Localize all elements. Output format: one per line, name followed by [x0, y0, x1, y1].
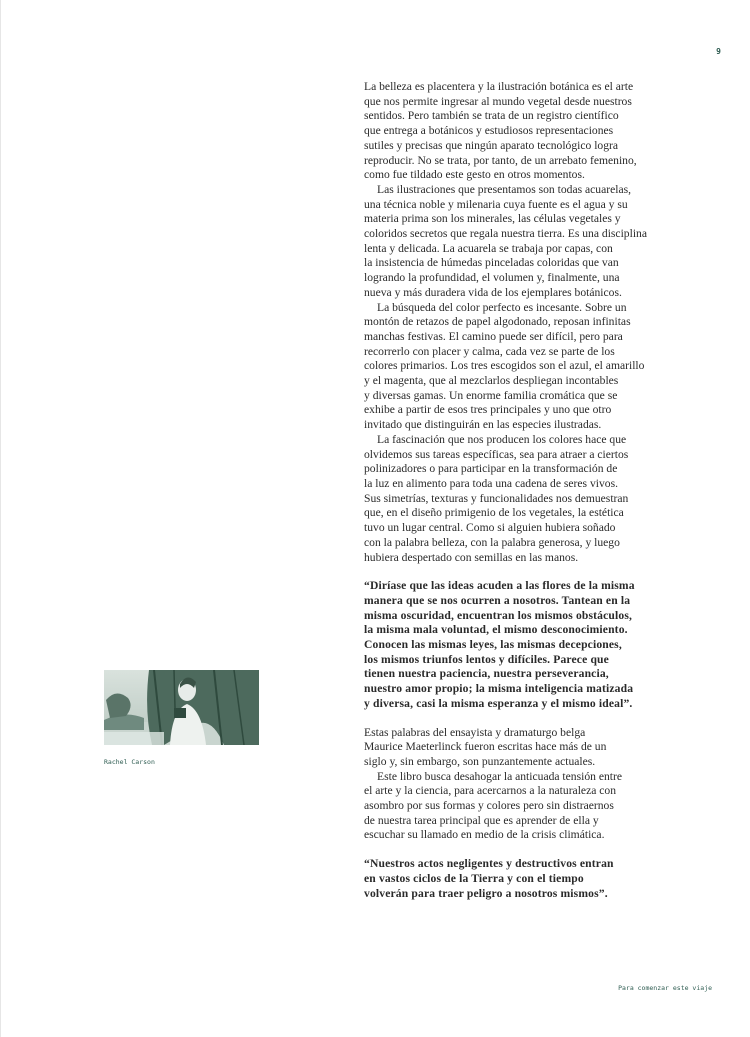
- paragraph-5: [364, 726, 674, 770]
- text-line: materia prima son los minerales, las células vegetales y: [364, 212, 621, 226]
- text-line: como fue tildado este gesto en otros momentos.: [364, 168, 585, 182]
- text-line: lenta y delicada. La acuarela se trabaja por capas, con: [364, 241, 613, 255]
- text-line: Este libro busca desahogar la anticuada tensión entre: [377, 769, 622, 783]
- text-line: y el magenta, que al mezclarlos despliegan incontables: [364, 374, 619, 388]
- paragraph-4: [364, 433, 674, 565]
- quote-line: los mismos triunfos lentos y difíciles. Parece que: [364, 652, 609, 666]
- text-line: montón de retazos de papel algodonado, reposan infinitas: [364, 315, 631, 329]
- text-line: La búsqueda del color perfecto es incesante. Sobre un: [377, 300, 627, 314]
- text-line: una técnica noble y milenaria cuya fuente es el agua y su: [364, 197, 628, 211]
- text-line: asombro por sus formas y colores pero sin distraernos: [364, 799, 614, 813]
- text-line: recorrerlo con placer y calma, cada vez se parte de los: [364, 344, 615, 358]
- portrait-photo-icon: [104, 670, 259, 745]
- text-line: hubiera despertado con semillas en las manos.: [364, 550, 579, 564]
- text-line: que entrega a botánicos y estudiosos representaciones: [364, 124, 614, 138]
- paragraph-1: [364, 80, 674, 183]
- text-line: con la palabra belleza, con la palabra generosa, y luego: [364, 535, 620, 549]
- quote-line: volverán para traer peligro a nosotros mismos”.: [364, 886, 608, 900]
- text-line: exhibe a partir de esos tres principales y uno que otro: [364, 403, 612, 417]
- running-footer: Para comenzar este viaje: [618, 984, 712, 992]
- text-line: reproducir. No se trata, por tanto, de un arrebato femenino,: [364, 153, 637, 167]
- paragraph-2: [364, 183, 674, 301]
- text-line: que nos permite ingresar al mundo vegetal desde nuestros: [364, 94, 632, 108]
- text-line: escuchar su llamado en medio de la crisis climática.: [364, 828, 605, 842]
- text-line: tuvo un lugar central. Como si alguien hubiera soñado: [364, 521, 616, 535]
- text-line: Las ilustraciones que presentamos son todas acuarelas,: [377, 182, 632, 196]
- text-line: manchas festivas. El camino puede ser difícil, pero para: [364, 329, 623, 343]
- text-line: de nuestra tarea principal que es aprender de ella y: [364, 813, 599, 827]
- main-text-column: [364, 80, 674, 901]
- quote-line: nuestro amor propio; la misma inteligencia matizada: [364, 682, 634, 696]
- page-number: 9: [716, 47, 721, 56]
- text-line: nueva y más duradera vida de los ejemplares botánicos.: [364, 285, 622, 299]
- text-line: y diversas gamas. Un enorme familia cromática que se: [364, 388, 618, 402]
- carson-quote: [364, 857, 674, 901]
- text-line: la luz en alimento para toda una cadena de seres vivos.: [364, 476, 618, 490]
- text-line: que, en el diseño primigenio de los vegetales, la estética: [364, 506, 624, 520]
- maeterlinck-quote: [364, 579, 674, 711]
- text-line: logrando la profundidad, el volumen y, finalmente, una: [364, 271, 620, 285]
- quote-line: misma oscuridad, encuentran los mismos obstáculos,: [364, 608, 633, 622]
- photo-caption: Rachel Carson: [104, 758, 155, 766]
- quote-line: “Diríase que las ideas acuden a las flores de la misma: [364, 579, 635, 593]
- text-line: polinizadores o para participar en la transformación de: [364, 462, 618, 476]
- quote-line: “Nuestros actos negligentes y destructivos entran: [364, 857, 614, 871]
- quote-line: manera que se nos ocurren a nosotros. Tantean en la: [364, 593, 631, 607]
- text-line: invitado que distinguirán en las especies ilustradas.: [364, 418, 602, 432]
- rachel-carson-photo: [104, 670, 259, 745]
- text-line: siglo y, sin embargo, son punzantemente actuales.: [364, 754, 596, 768]
- quote-line: tienen nuestra paciencia, nuestra perseverancia,: [364, 667, 609, 681]
- quote-line: y diversa, casi la misma esperanza y el mismo ideal”.: [364, 696, 633, 710]
- text-line: colores primarios. Los tres escogidos son el azul, el amarillo: [364, 359, 645, 373]
- text-line: el arte y la ciencia, para acercarnos a la naturaleza con: [364, 784, 616, 798]
- text-line: La fascinación que nos producen los colores hace que: [377, 432, 627, 446]
- paragraph-3: [364, 301, 674, 433]
- text-line: la insistencia de húmedas pinceladas coloridas que van: [364, 256, 619, 270]
- text-line: Sus simetrías, texturas y funcionalidades nos demuestran: [364, 491, 629, 505]
- text-line: La belleza es placentera y la ilustración botánica es el arte: [364, 80, 634, 93]
- text-line: sentidos. Pero también se trata de un registro científico: [364, 109, 619, 123]
- text-line: coloridos secretos que regala nuestra tierra. Es una disciplina: [364, 227, 647, 241]
- text-line: sutiles y precisas que ningún aparato tecnológico logra: [364, 138, 619, 152]
- quote-line: en vastos ciclos de la Tierra y con el tiempo: [364, 871, 584, 885]
- text-line: Estas palabras del ensayista y dramaturgo belga: [364, 725, 586, 739]
- paragraph-6: [364, 770, 674, 844]
- quote-line: Conocen las mismas leyes, las mismas decepciones,: [364, 638, 622, 652]
- text-line: Maurice Maeterlinck fueron escritas hace más de un: [364, 740, 607, 754]
- quote-line: la misma mala voluntad, el mismo desconocimiento.: [364, 623, 628, 637]
- text-line: olvidemos sus tareas específicas, sea para atraer a ciertos: [364, 447, 629, 461]
